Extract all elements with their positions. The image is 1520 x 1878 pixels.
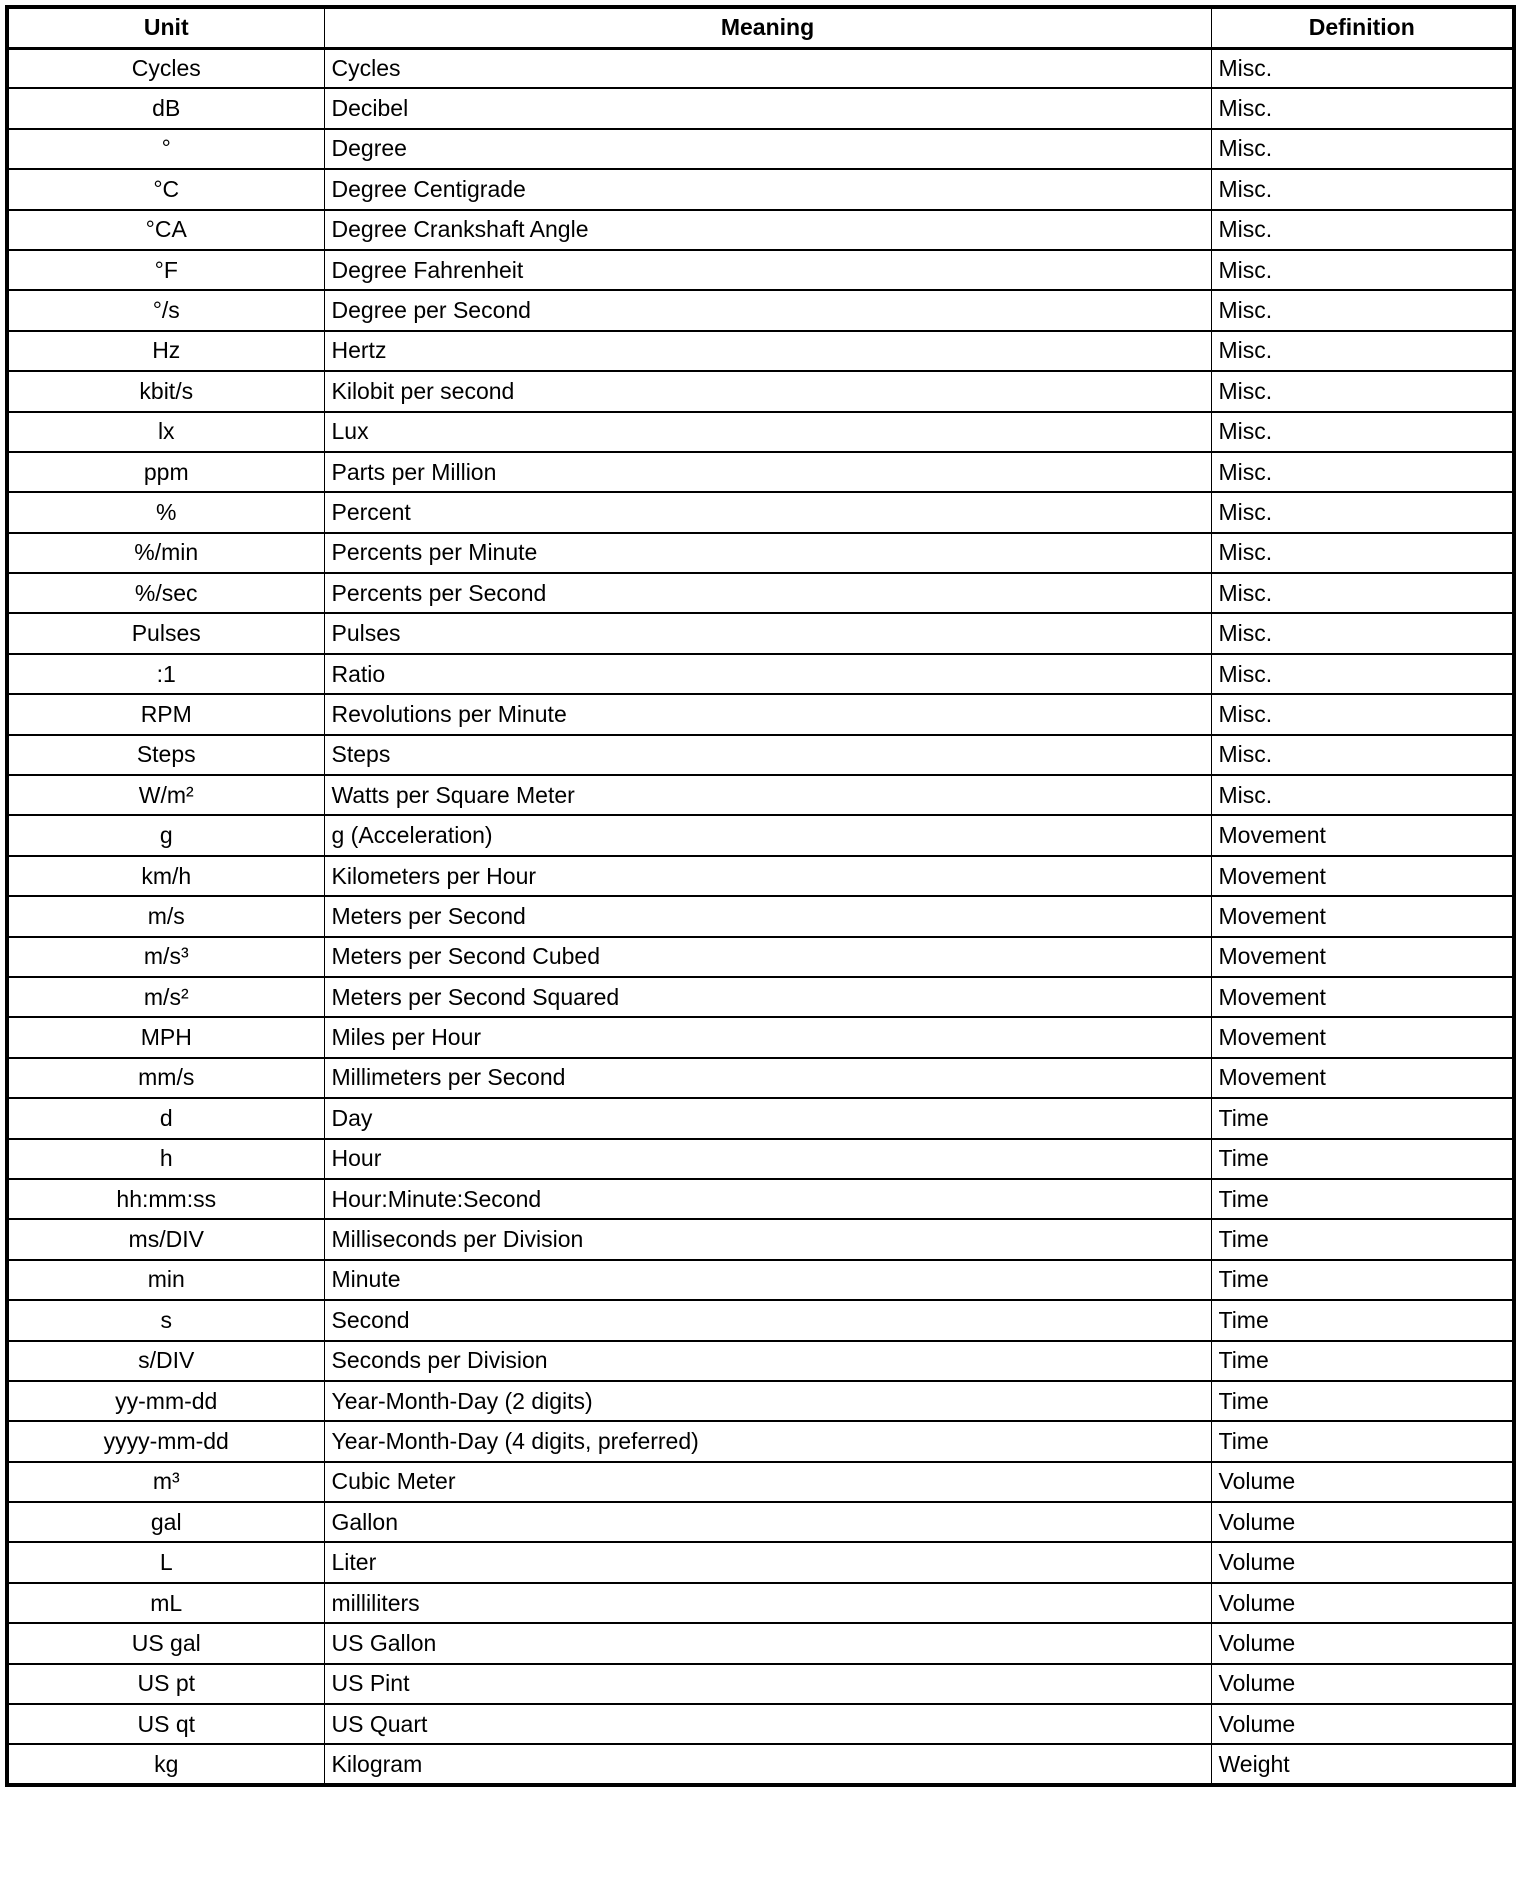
cell-meaning: Gallon [324, 1502, 1211, 1542]
cell-definition: Movement [1211, 856, 1514, 896]
cell-unit: % [7, 492, 324, 532]
table-row [7, 169, 1514, 209]
cell-unit: mL [7, 1583, 324, 1623]
cell-unit: °F [7, 250, 324, 290]
cell-unit: m/s [7, 896, 324, 936]
cell-meaning: Degree Centigrade [324, 169, 1211, 209]
table-row [7, 88, 1514, 128]
cell-definition: Volume [1211, 1462, 1514, 1502]
cell-definition: Misc. [1211, 290, 1514, 330]
cell-unit: °/s [7, 290, 324, 330]
cell-unit: gal [7, 1502, 324, 1542]
cell-unit: MPH [7, 1017, 324, 1057]
cell-unit: W/m² [7, 775, 324, 815]
cell-definition: Misc. [1211, 654, 1514, 694]
cell-unit: m/s² [7, 977, 324, 1017]
cell-unit: yy-mm-dd [7, 1381, 324, 1421]
table-row [7, 856, 1514, 896]
cell-definition: Time [1211, 1421, 1514, 1461]
table-row [7, 250, 1514, 290]
cell-definition: Movement [1211, 1058, 1514, 1098]
cell-meaning: Year-Month-Day (2 digits) [324, 1381, 1211, 1421]
cell-meaning: Minute [324, 1260, 1211, 1300]
cell-definition: Time [1211, 1179, 1514, 1219]
cell-definition: Volume [1211, 1704, 1514, 1744]
cell-unit: %/min [7, 533, 324, 573]
table-row [7, 1260, 1514, 1300]
cell-unit: mm/s [7, 1058, 324, 1098]
cell-definition: Misc. [1211, 775, 1514, 815]
cell-meaning: Second [324, 1300, 1211, 1340]
table-row [7, 1058, 1514, 1098]
table-row [7, 896, 1514, 936]
table-row [7, 1704, 1514, 1744]
cell-definition: Time [1211, 1098, 1514, 1138]
cell-definition: Volume [1211, 1542, 1514, 1582]
table-row [7, 129, 1514, 169]
table-row [7, 1139, 1514, 1179]
table-row [7, 533, 1514, 573]
table-row [7, 1300, 1514, 1340]
cell-unit: ms/DIV [7, 1219, 324, 1259]
cell-meaning: Degree [324, 129, 1211, 169]
cell-meaning: Cubic Meter [324, 1462, 1211, 1502]
cell-meaning: Degree per Second [324, 290, 1211, 330]
cell-meaning: Percents per Minute [324, 533, 1211, 573]
cell-unit: min [7, 1260, 324, 1300]
cell-definition: Misc. [1211, 533, 1514, 573]
cell-meaning: US Quart [324, 1704, 1211, 1744]
cell-meaning: milliliters [324, 1583, 1211, 1623]
table-row [7, 1341, 1514, 1381]
cell-meaning: Miles per Hour [324, 1017, 1211, 1057]
cell-meaning: Degree Fahrenheit [324, 250, 1211, 290]
table-row [7, 1623, 1514, 1663]
cell-unit: d [7, 1098, 324, 1138]
cell-definition: Misc. [1211, 412, 1514, 452]
table-row [7, 937, 1514, 977]
cell-meaning: Millimeters per Second [324, 1058, 1211, 1098]
cell-meaning: Decibel [324, 88, 1211, 128]
table-row [7, 573, 1514, 613]
cell-definition: Misc. [1211, 250, 1514, 290]
table-row [7, 1542, 1514, 1582]
cell-unit: Pulses [7, 613, 324, 653]
cell-meaning: Meters per Second [324, 896, 1211, 936]
cell-unit: kbit/s [7, 371, 324, 411]
cell-definition: Volume [1211, 1664, 1514, 1704]
table-row [7, 694, 1514, 734]
cell-definition: Weight [1211, 1744, 1514, 1784]
cell-meaning: Percent [324, 492, 1211, 532]
cell-meaning: Hour [324, 1139, 1211, 1179]
cell-meaning: Day [324, 1098, 1211, 1138]
cell-unit: Hz [7, 331, 324, 371]
cell-unit: RPM [7, 694, 324, 734]
table-row [7, 1421, 1514, 1461]
cell-unit: hh:mm:ss [7, 1179, 324, 1219]
table-row [7, 1583, 1514, 1623]
cell-definition: Volume [1211, 1502, 1514, 1542]
cell-meaning: Liter [324, 1542, 1211, 1582]
cell-definition: Misc. [1211, 371, 1514, 411]
cell-definition: Movement [1211, 896, 1514, 936]
header-row [7, 7, 1514, 48]
header-definition: Definition [1211, 7, 1514, 48]
cell-definition: Misc. [1211, 48, 1514, 88]
cell-meaning: Seconds per Division [324, 1341, 1211, 1381]
cell-meaning: Steps [324, 735, 1211, 775]
cell-definition: Volume [1211, 1583, 1514, 1623]
cell-definition: Misc. [1211, 129, 1514, 169]
cell-definition: Time [1211, 1260, 1514, 1300]
cell-meaning: Ratio [324, 654, 1211, 694]
cell-meaning: Meters per Second Cubed [324, 937, 1211, 977]
cell-definition: Volume [1211, 1623, 1514, 1663]
cell-meaning: Meters per Second Squared [324, 977, 1211, 1017]
table-row [7, 1462, 1514, 1502]
cell-definition: Misc. [1211, 613, 1514, 653]
table-row [7, 1744, 1514, 1784]
cell-unit: lx [7, 412, 324, 452]
cell-meaning: Cycles [324, 48, 1211, 88]
cell-meaning: Lux [324, 412, 1211, 452]
cell-definition: Time [1211, 1139, 1514, 1179]
table-row [7, 1098, 1514, 1138]
cell-unit: US pt [7, 1664, 324, 1704]
cell-meaning: Hertz [324, 331, 1211, 371]
table-row [7, 1017, 1514, 1057]
cell-unit: s [7, 1300, 324, 1340]
cell-unit: °CA [7, 210, 324, 250]
cell-meaning: US Pint [324, 1664, 1211, 1704]
cell-meaning: Parts per Million [324, 452, 1211, 492]
cell-definition: Misc. [1211, 210, 1514, 250]
table-row [7, 210, 1514, 250]
table-row [7, 775, 1514, 815]
cell-unit: km/h [7, 856, 324, 896]
cell-unit: L [7, 1542, 324, 1582]
cell-definition: Movement [1211, 937, 1514, 977]
table-row [7, 815, 1514, 855]
table-row [7, 977, 1514, 1017]
cell-definition: Time [1211, 1300, 1514, 1340]
cell-unit: °C [7, 169, 324, 209]
cell-unit: kg [7, 1744, 324, 1784]
cell-unit: ppm [7, 452, 324, 492]
table-row [7, 1179, 1514, 1219]
cell-definition: Misc. [1211, 492, 1514, 532]
table-row [7, 48, 1514, 88]
table-row [7, 1664, 1514, 1704]
cell-definition: Misc. [1211, 573, 1514, 613]
cell-unit: Cycles [7, 48, 324, 88]
cell-meaning: Kilogram [324, 1744, 1211, 1784]
cell-unit: h [7, 1139, 324, 1179]
cell-meaning: Pulses [324, 613, 1211, 653]
cell-unit: g [7, 815, 324, 855]
header-meaning: Meaning [324, 7, 1211, 48]
cell-meaning: Percents per Second [324, 573, 1211, 613]
table-row [7, 1502, 1514, 1542]
cell-meaning: Year-Month-Day (4 digits, preferred) [324, 1421, 1211, 1461]
cell-meaning: Hour:Minute:Second [324, 1179, 1211, 1219]
cell-definition: Misc. [1211, 735, 1514, 775]
cell-unit: %/sec [7, 573, 324, 613]
cell-meaning: Watts per Square Meter [324, 775, 1211, 815]
cell-definition: Misc. [1211, 88, 1514, 128]
cell-unit: dB [7, 88, 324, 128]
table-row [7, 290, 1514, 330]
table-row [7, 1381, 1514, 1421]
table-row [7, 371, 1514, 411]
header-unit: Unit [7, 7, 324, 48]
table-row [7, 654, 1514, 694]
cell-definition: Movement [1211, 977, 1514, 1017]
cell-meaning: Degree Crankshaft Angle [324, 210, 1211, 250]
cell-meaning: g (Acceleration) [324, 815, 1211, 855]
table-row [7, 452, 1514, 492]
units-table [5, 5, 1516, 1787]
cell-unit: Steps [7, 735, 324, 775]
cell-meaning: Revolutions per Minute [324, 694, 1211, 734]
cell-unit: US qt [7, 1704, 324, 1744]
table-row [7, 331, 1514, 371]
cell-unit: US gal [7, 1623, 324, 1663]
cell-definition: Movement [1211, 815, 1514, 855]
cell-definition: Misc. [1211, 452, 1514, 492]
cell-definition: Misc. [1211, 169, 1514, 209]
cell-meaning: Milliseconds per Division [324, 1219, 1211, 1259]
table-row [7, 735, 1514, 775]
cell-definition: Time [1211, 1219, 1514, 1259]
table-row [7, 613, 1514, 653]
table-row [7, 412, 1514, 452]
cell-definition: Misc. [1211, 331, 1514, 371]
cell-meaning: Kilobit per second [324, 371, 1211, 411]
cell-definition: Time [1211, 1341, 1514, 1381]
cell-meaning: Kilometers per Hour [324, 856, 1211, 896]
cell-definition: Misc. [1211, 694, 1514, 734]
table-body [7, 48, 1514, 1785]
table-row [7, 492, 1514, 532]
cell-definition: Movement [1211, 1017, 1514, 1057]
cell-unit: :1 [7, 654, 324, 694]
cell-unit: yyyy-mm-dd [7, 1421, 324, 1461]
cell-unit: ° [7, 129, 324, 169]
cell-definition: Time [1211, 1381, 1514, 1421]
cell-unit: m/s³ [7, 937, 324, 977]
cell-unit: s/DIV [7, 1341, 324, 1381]
cell-unit: m³ [7, 1462, 324, 1502]
table-row [7, 1219, 1514, 1259]
cell-meaning: US Gallon [324, 1623, 1211, 1663]
